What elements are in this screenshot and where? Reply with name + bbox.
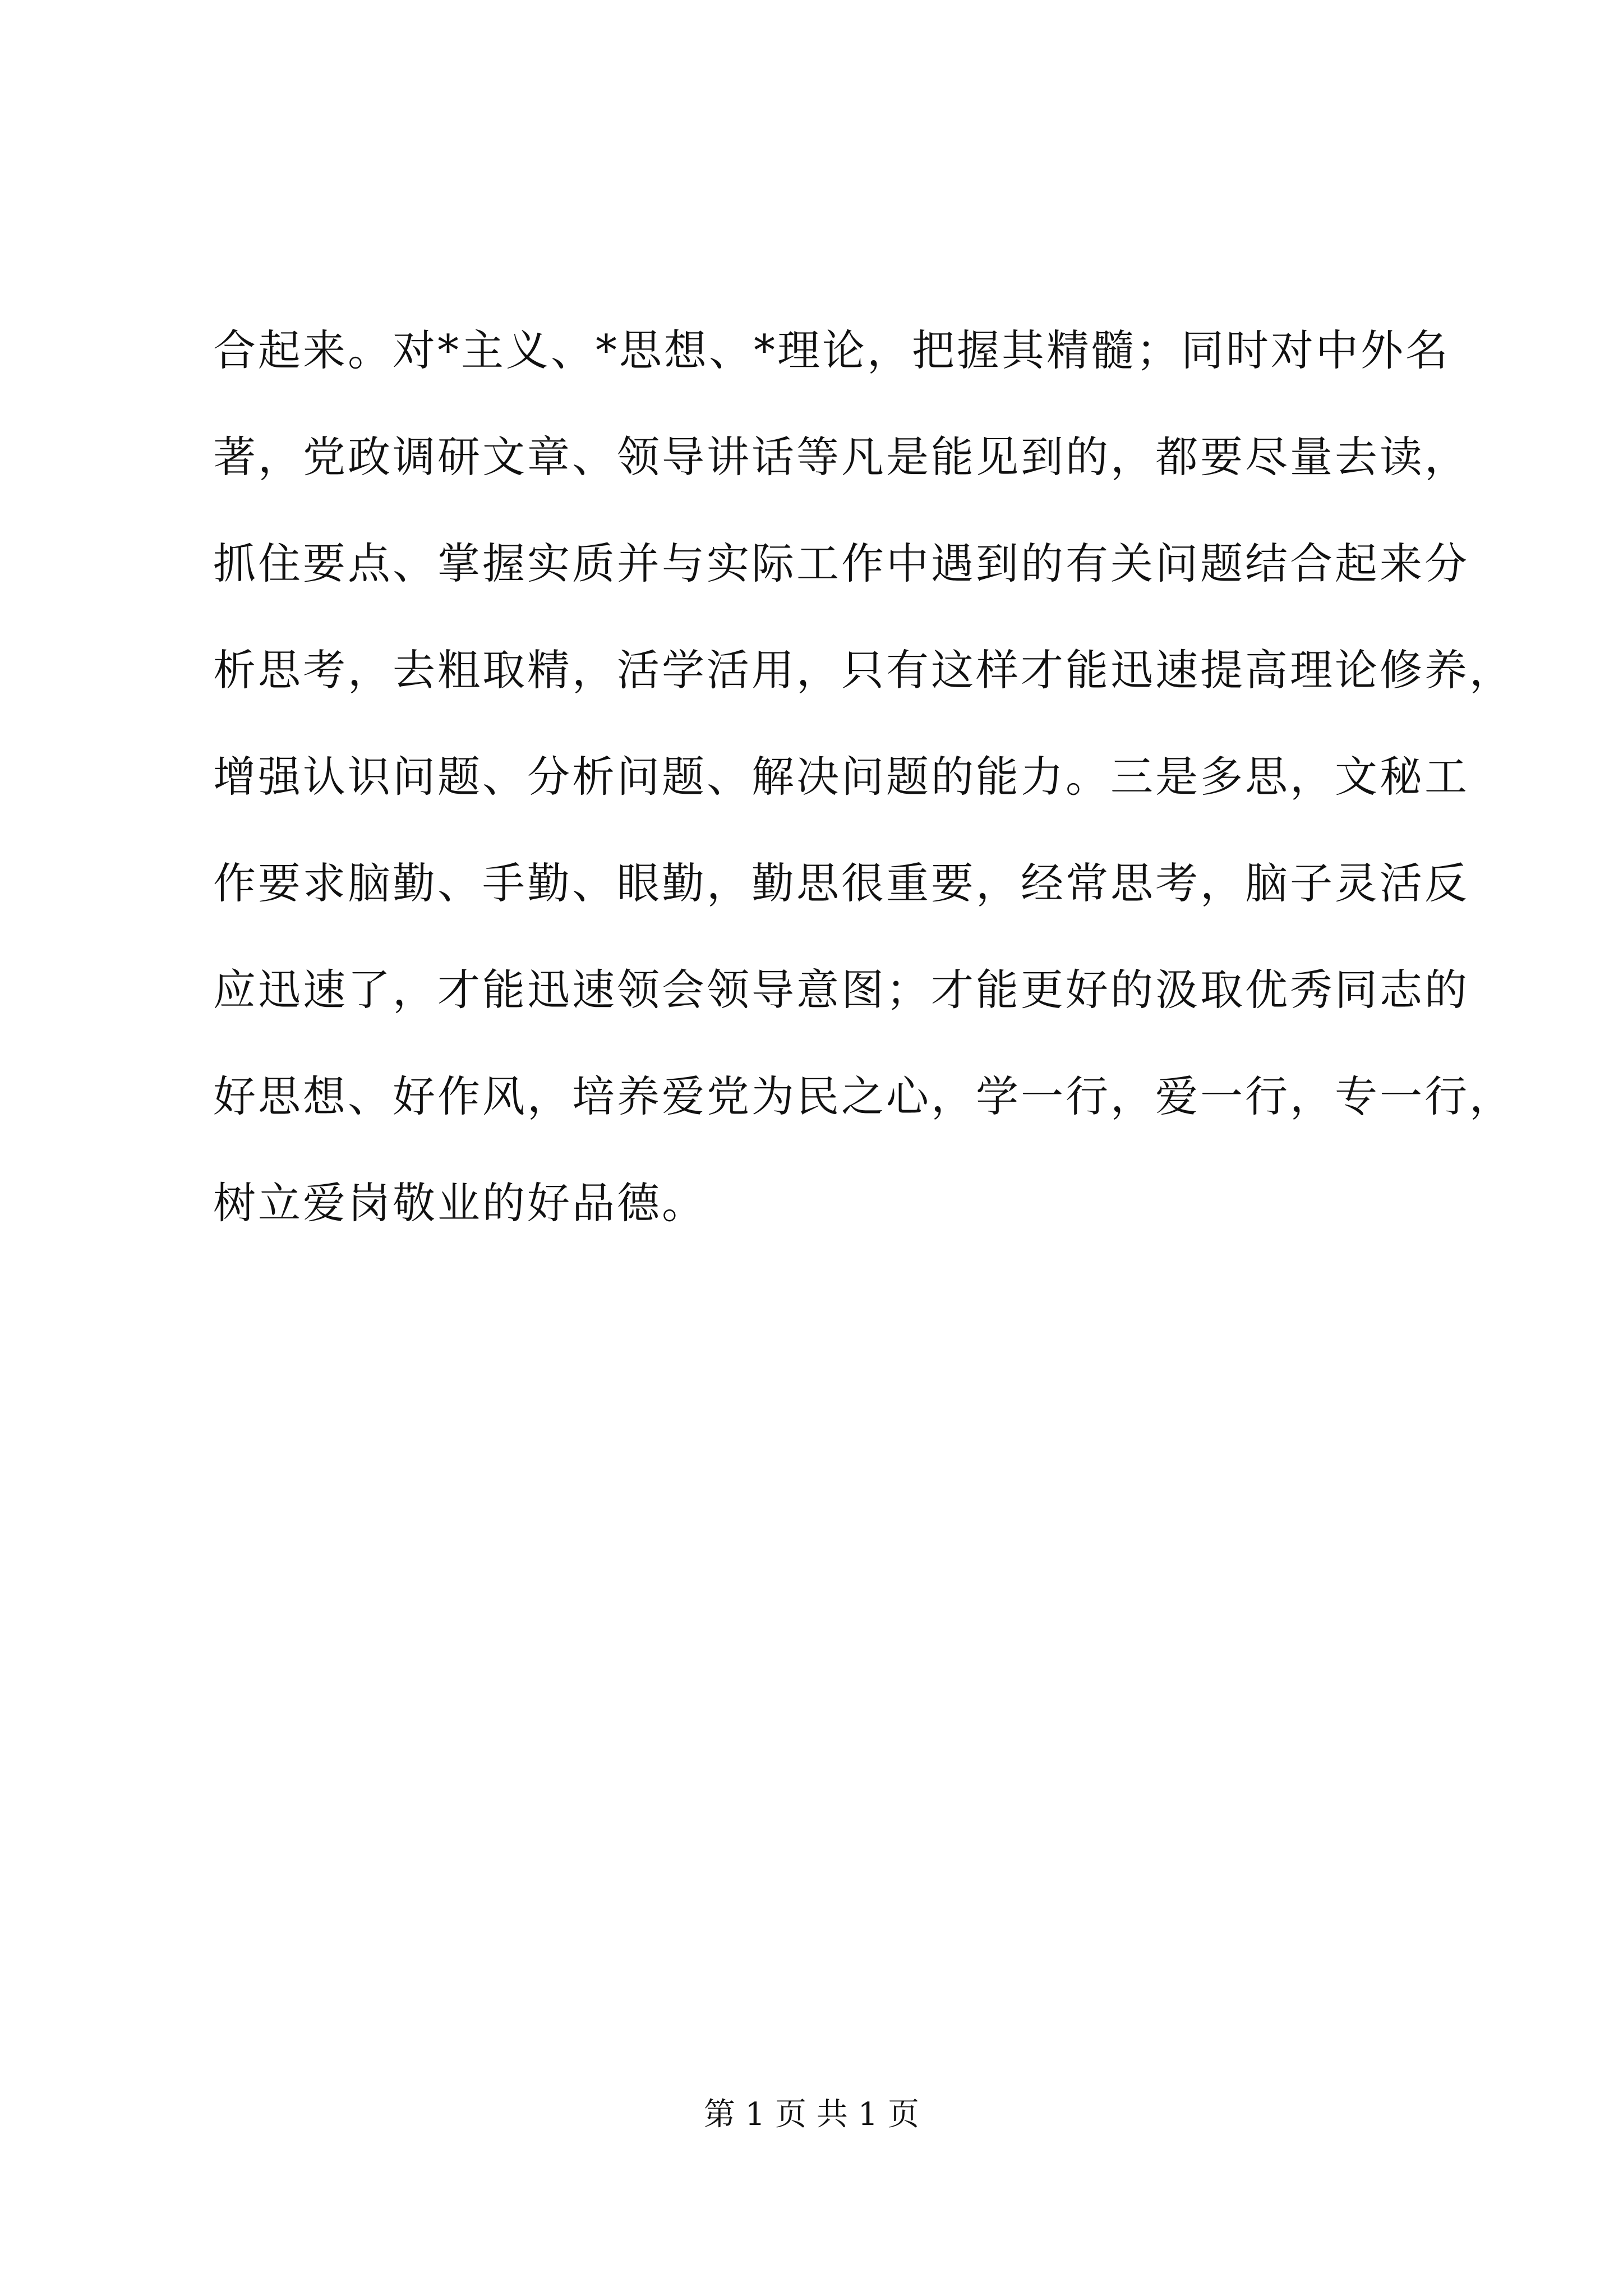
text-line: 好思想、好作风，培养爱党为民之心，学一行，爱一行，专一行， [213, 1071, 1514, 1121]
text-line: 合起来。对*主义、*思想、*理论，把握其精髓；同时对中外名 [213, 325, 1450, 375]
text-line: 增强认识问题、分析问题、解决问题的能力。三是多思，文秘工 [213, 752, 1469, 802]
text-line: 著，党政调研文章、领导讲话等凡是能见到的，都要尽量去读， [213, 432, 1469, 482]
text-line: 树立爱岗敬业的好品德。 [213, 1178, 707, 1228]
body-paragraph [213, 297, 1514, 1257]
page-footer [0, 2092, 1623, 2137]
text-line: 抓住要点、掌握实质并与实际工作中遇到的有关问题结合起来分 [213, 539, 1469, 588]
page-number-label: 第 1 页 共 1 页 [703, 2096, 920, 2133]
text-line: 应迅速了，才能迅速领会领导意图；才能更好的汲取优秀同志的 [213, 965, 1469, 1015]
text-line: 析思考，去粗取精，活学活用，只有这样才能迅速提高理论修养， [213, 645, 1514, 695]
text-line: 作要求脑勤、手勤、眼勤，勤思很重要，经常思考，脑子灵活反 [213, 858, 1469, 908]
